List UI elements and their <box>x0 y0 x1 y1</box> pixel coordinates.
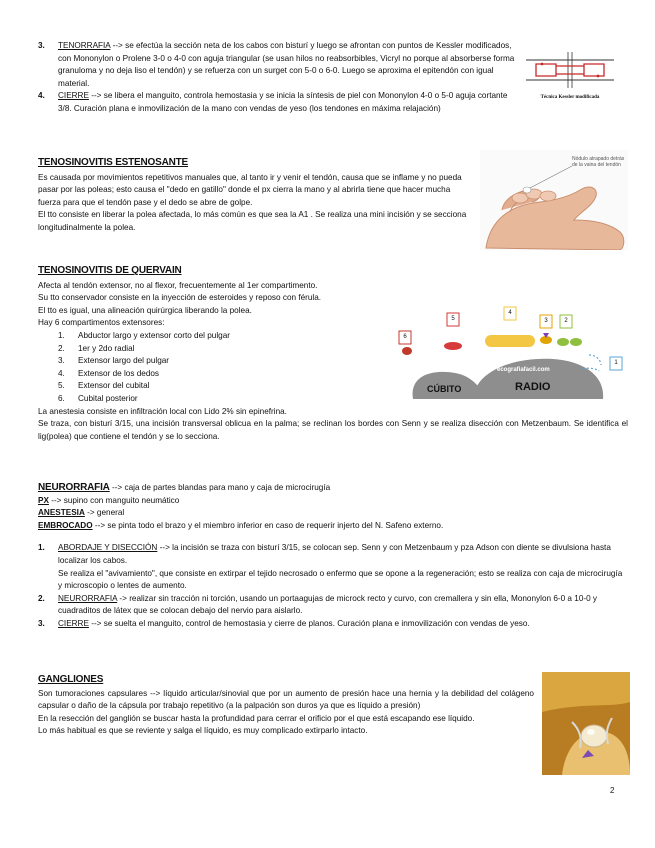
step-title: CIERRE <box>58 91 89 101</box>
list-item: 2. 1er y 2do radial <box>58 343 135 353</box>
list-item: 5. Extensor del cubital <box>58 381 150 391</box>
section-neurorrafia <box>38 482 628 631</box>
trigger-finger-figure <box>480 150 628 250</box>
paragraph: El tto es igual, una alineación quirúrgica liberando la polea. <box>38 305 252 315</box>
section-heading: GANGLIONES <box>38 674 104 685</box>
list-item: 1. Abductor largo y extensor corto del pulgar <box>58 330 231 340</box>
step-cierre-neuro: 3. CIERRE --> se suelta el manguito, control de hemostasia y cierre de planos. Curación plana e inmovilización con vendas de yeso. <box>38 618 530 628</box>
embrocado-line: EMBROCADO --> se pinta todo el brazo y el miembro inferior en caso de requerir injerto del N. Safeno externo. <box>38 520 444 530</box>
figure-annotation: Nódulo atrapado detrás de la vaina del tendón <box>572 156 625 168</box>
page-number: 2 <box>610 786 615 795</box>
paragraph: La anestesia consiste en infiltración local con Lido 2% sin epinefrina. <box>38 406 287 416</box>
paragraph: El tto consiste en liberar la polea afectada, lo más común es que sea la A1 . Se realiza una mini incisión y se secciona longitudinalmente la polea. <box>38 210 467 232</box>
surgery-illustration <box>542 672 630 775</box>
kessler-caption: Técnica Kessler modificada <box>540 95 600 100</box>
compartments-diagram <box>393 305 625 399</box>
label-3: 3 <box>544 318 548 324</box>
kessler-suture-figure <box>522 42 618 110</box>
px-line: PX --> supino con manguito neumático <box>38 495 180 505</box>
step-neurorrafia: 2. NEURORRAFIA -> realizar sin tracción ni torción, usando un portaagujas de microck recto y curvo, con cremallera y sin ella, Mononylon 6-0 a 10-0 y cuadraditos de látex que se colocan debajo del nervio para aislarlo. <box>38 593 598 616</box>
paragraph: En la resección del ganglión se buscar hasta la profundidad para cerrar el orificio por el que está escapando ese líquido. <box>38 713 475 723</box>
step-number: 4. <box>38 91 45 101</box>
paragraph: Afecta al tendón extensor, no al flexor, frecuentemente al 1er compartimento. <box>38 280 318 290</box>
label-6: 6 <box>403 334 407 340</box>
paragraph: Su tto conservador consiste en la inyección de esteroides y reposo con férula. <box>38 293 322 303</box>
cubito-label: CÚBITO <box>427 384 462 394</box>
paragraph: Son tumoraciones capsulares --> líquido articular/sinovial que por un aumento de presión hace una hernia y la debilidad del colágeno capsular o daño de la cápsula por trabajo repetitivo (a la palpación son duros ya que es líquido a presión) <box>38 688 534 711</box>
step-tenorrafia <box>38 40 518 90</box>
top-steps <box>38 40 518 116</box>
paragraph: Lo más habitual es que se reviente y salga el líquido, es muy complicado extirparlo intacto. <box>38 726 368 736</box>
section-heading: TENOSINOVITIS ESTENOSANTE <box>38 157 189 168</box>
step-cierre <box>38 90 518 115</box>
label-4: 4 <box>508 310 512 316</box>
section-heading: NEURORRAFIA <box>38 482 110 493</box>
list-item: 6. Cubital posterior <box>58 393 138 403</box>
label-5: 5 <box>451 316 455 322</box>
step-text: --> se efectúa la sección neta de los cabos con bisturí y luego se afrontan con puntos de Kessler modificados, con Mononylon o Prolene 3-0 o 4-0 con aguja triangular (se usan hilos no reabsorbibles, Vicryl no porque al absorberse forma granuloma y no deja liso el tendón) y se refuerza con un surget con 5-0 o 6-0. Luego se aproxima el epitendón con igual material. <box>58 41 515 88</box>
step-number: 3. <box>38 41 45 50</box>
ganglion-photo <box>542 672 630 775</box>
step-abordaje-extra: Se realiza el "avivamiento", que consiste en extirpar el tejido necrosado o enfermo que se opone a la regeneración; esto se realiza con caja de microcirugía y microscopio o lentes de aumento. <box>58 568 623 591</box>
radio-label: RADIO <box>515 381 551 393</box>
anestesia-line: ANESTESIA -> general <box>38 508 125 518</box>
watermark: ecografiafacil.com <box>497 367 550 373</box>
label-2: 2 <box>564 318 568 324</box>
paragraph: Hay 6 compartimentos extensores: <box>38 318 165 328</box>
list-item: 3. Extensor largo del pulgar <box>58 356 170 366</box>
step-title: TENORRAFIA <box>58 41 111 50</box>
section-ganglion <box>38 674 534 738</box>
label-1: 1 <box>614 360 618 366</box>
list-item: 4. Extensor de los dedos <box>58 368 160 378</box>
paragraph: Es causada por movimientos repetitivos manuales que, al tanto ir y venir el tendón, causa que se inflame y no pueda pasar por las poleas; esto causa el "dedo en gatillo" donde el px cierra la mano y al abrirla tiene que hacer mucha fuerza para que el tendón pase y el dedo se abre de golpe. <box>38 172 462 207</box>
neurorrafia-header: NEURORRAFIA --> caja de partes blandas para mano y caja de microcirugía <box>38 482 331 493</box>
section-tenosinovitis <box>38 157 473 235</box>
paragraph: Se traza, con bisturí 3/15, una incisión transversal oblicua en la palma; se reclinan los bordes con Senn y se realiza disección con Metzenbaum. Se identifica el lig(polea) que contiene el tendón y se lo secciona. <box>38 419 628 441</box>
step-text: --> se libera el manguito, controla hemostasia y se inicia la síntesis de piel con Mononylon 4-0 o 5-0 aguja cortante 3/8. Curación plana e inmovilización de la mano con vendas de yeso (los tendones en máxima relajación) <box>58 91 508 113</box>
section-heading: TENOSINOVITIS DE QUERVAIN <box>38 265 182 276</box>
step-abordaje: 1. ABORDAJE Y DISECCIÓN --> la incisión se traza con bisturí 3/15, se colocan sep. Senn y con Metzenbaum y pza Adson con diente se divulsiona hasta localizar los cabos. <box>38 543 611 565</box>
